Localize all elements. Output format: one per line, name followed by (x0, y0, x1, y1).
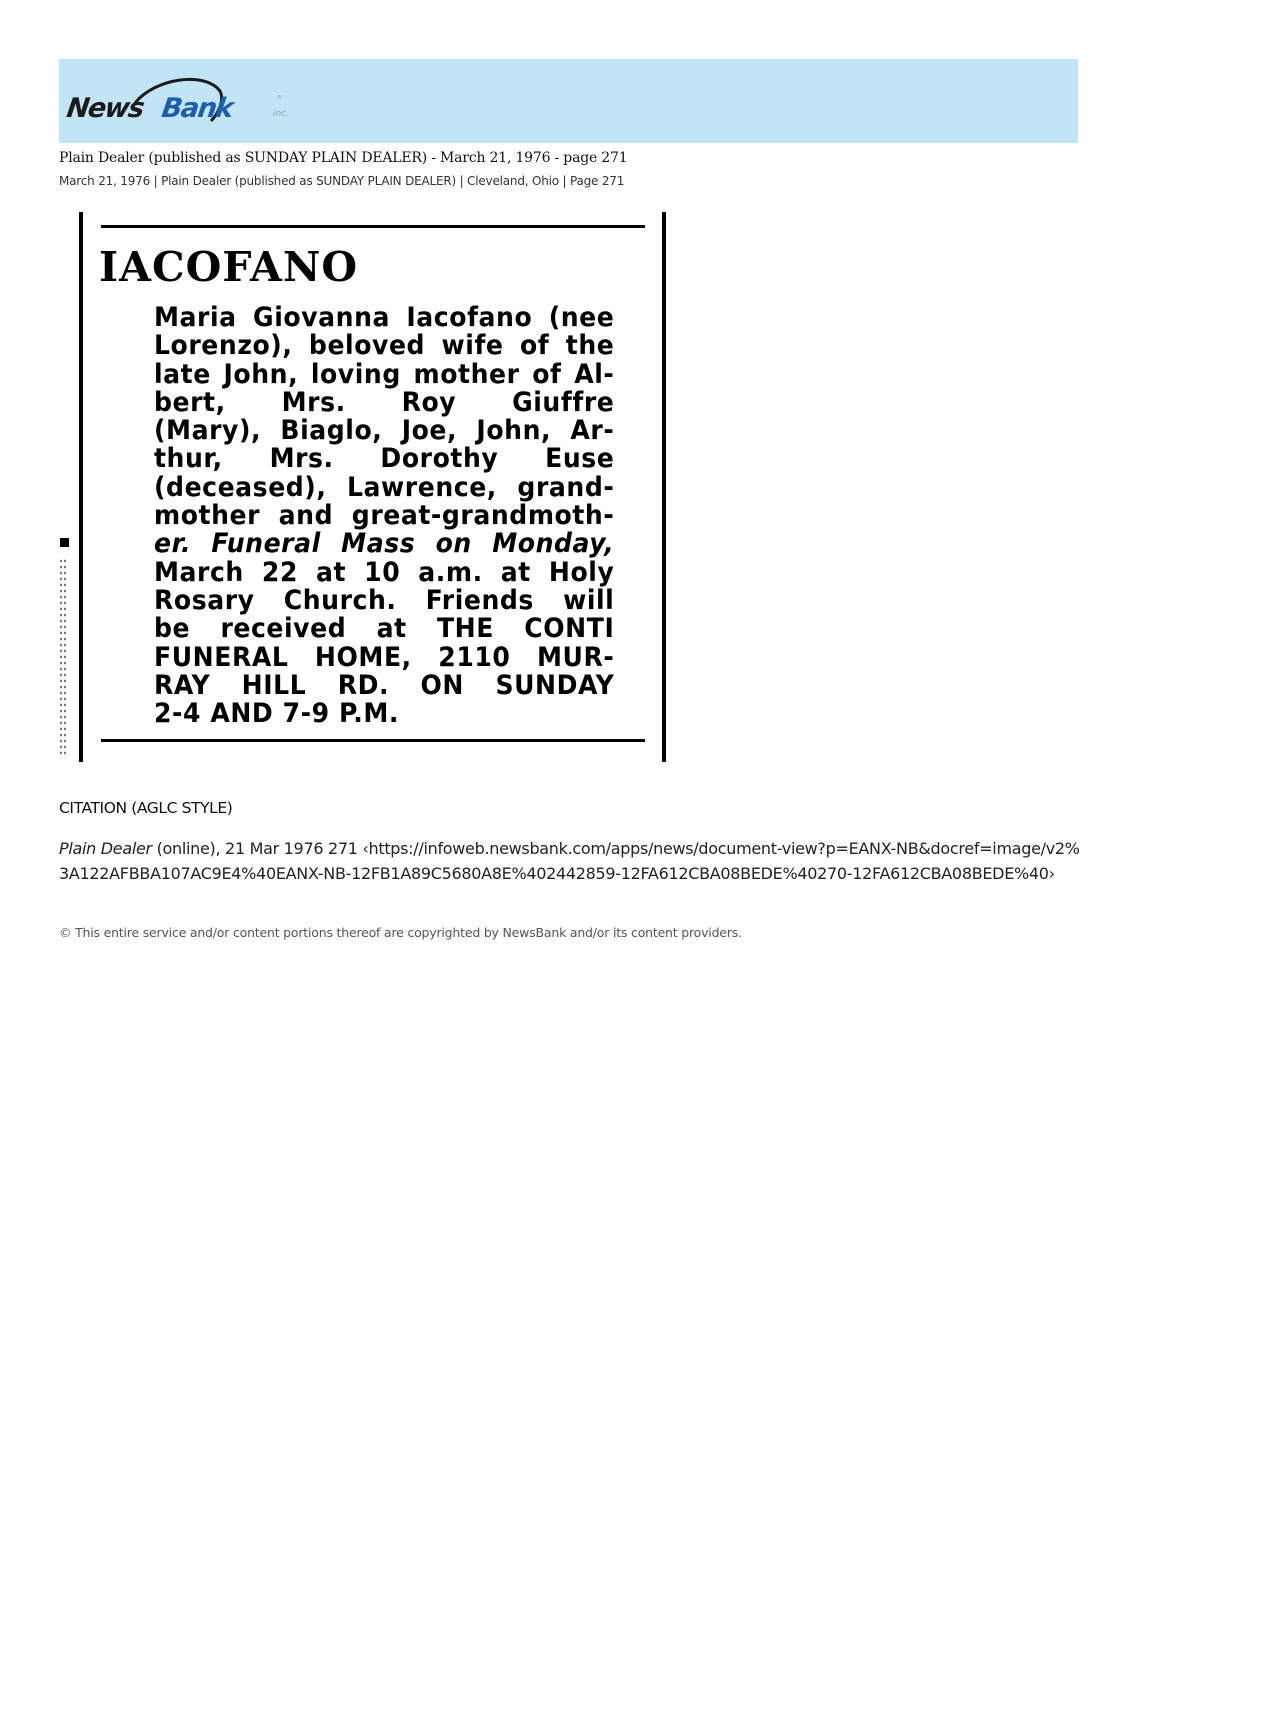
obituary-line: 2-4 AND 7-9 P.M. (154, 698, 400, 730)
obituary-line: FUNERAL HOME, 2110 MUR- (154, 641, 615, 673)
logo-inc-text: inc. (273, 109, 290, 119)
clipping-edge-mark (60, 538, 69, 547)
logo-news-text: News (64, 93, 146, 124)
clipping-bottom-rule (101, 739, 645, 742)
obituary-line: thur, Mrs. Dorothy Euse (154, 443, 615, 475)
citation-heading: CITATION (AGLC STYLE) (59, 799, 233, 817)
clipping-left-border (79, 212, 83, 762)
obituary-line: (Mary), Biaglo, Joe, John, Ar- (154, 415, 615, 447)
obituary-line: Lorenzo), beloved wife of the (154, 330, 615, 362)
obituary-body (154, 304, 614, 728)
obituary-line: be received at THE CONTI (154, 613, 615, 645)
clipping-edge-noise (59, 558, 67, 758)
obituary-line: bert, Mrs. Roy Giuffre (154, 386, 615, 418)
newsbank-logo[interactable] (65, 73, 295, 133)
document-meta: March 21, 1976 | Plain Dealer (published as SUNDAY PLAIN DEALER) | Cleveland, Ohio | Page 271 (59, 174, 625, 188)
logo-registered-mark: ® (277, 95, 282, 101)
obituary-line: late John, loving mother of Al- (154, 358, 615, 390)
obituary-line: mother and great-grandmoth- (154, 500, 615, 532)
obituary-line: Maria Giovanna Iacofano (nee (154, 302, 615, 333)
obituary-line: (deceased), Lawrence, grand- (154, 471, 615, 503)
obituary-line: March 22 at 10 a.m. at Holy (154, 556, 615, 588)
clipping-top-rule (101, 225, 645, 228)
clipping-right-border (662, 212, 666, 762)
obituary-line: Rosary Church. Friends will (154, 584, 615, 616)
document-title: Plain Dealer (published as SUNDAY PLAIN DEALER) - March 21, 1976 - page 271 (59, 150, 628, 166)
citation-publication: Plain Dealer (59, 839, 152, 858)
obituary-line: er. Funeral Mass on Monday, (154, 528, 615, 560)
newspaper-clipping-image (59, 208, 674, 765)
copyright-notice: © This entire service and/or content portions thereof are copyrighted by NewsBank and/or its content providers. (59, 925, 742, 940)
obituary-line: RAY HILL RD. ON SUNDAY (154, 669, 615, 701)
citation-text[interactable] (59, 836, 1089, 886)
logo-bank-text: Bank (159, 93, 235, 124)
obituary-heading: IACOFANO (99, 243, 359, 291)
citation-details: (online), 21 Mar 1976 271 ‹https://infoweb.newsbank.com/apps/news/document-view?p=EANX-NB&docref=image/v2%3A122AFBBA107AC9E4%40EANX-NB-12FB1A89C5680A8E%402442859-12FA612CBA08BEDE%40270-12FA612CBA08BEDE%40› (59, 839, 1080, 883)
header-banner (59, 59, 1078, 143)
